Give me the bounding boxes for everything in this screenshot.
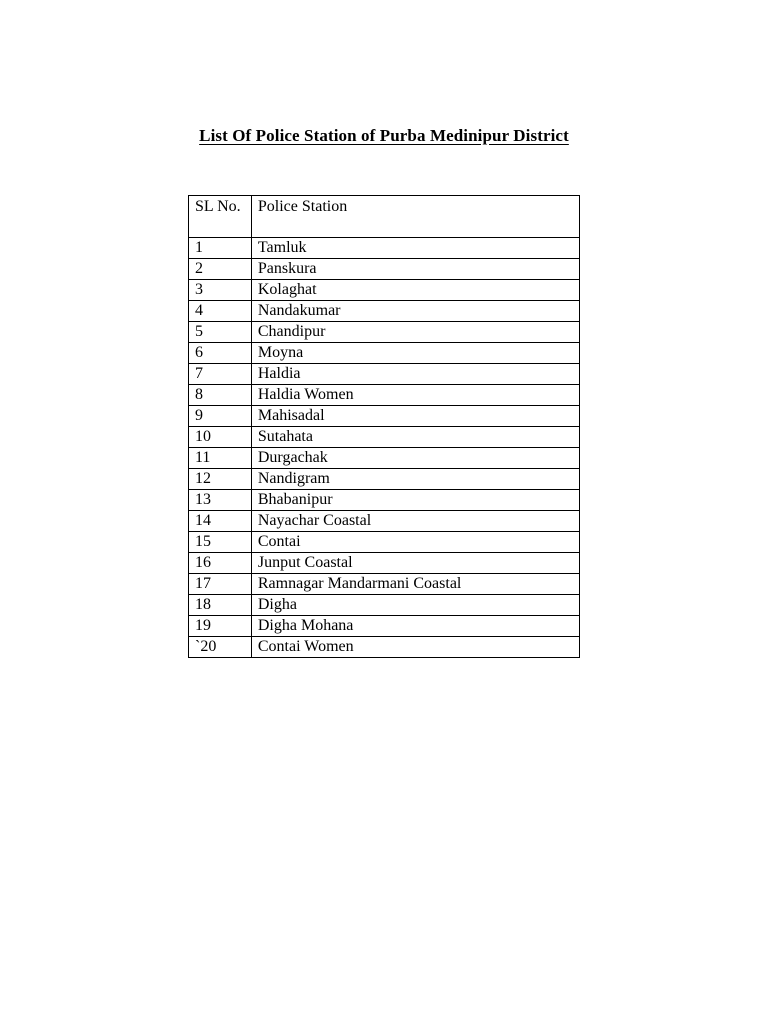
police-station-cell: Haldia Women: [251, 385, 579, 406]
police-station-cell: Kolaghat: [251, 280, 579, 301]
sl-no-cell: 9: [189, 406, 252, 427]
police-station-cell: Mahisadal: [251, 406, 579, 427]
table-row: [189, 511, 580, 532]
table-row: [189, 427, 580, 448]
police-station-cell: Durgachak: [251, 448, 579, 469]
table-row: [189, 532, 580, 553]
sl-no-cell: 5: [189, 322, 252, 343]
document-title: List Of Police Station of Purba Medinipur District: [199, 126, 569, 145]
sl-no-cell: 7: [189, 364, 252, 385]
table-row: [189, 238, 580, 259]
police-station-cell: Tamluk: [251, 238, 579, 259]
table-row: [189, 637, 580, 658]
table-row: [189, 595, 580, 616]
sl-no-cell: 11: [189, 448, 252, 469]
table-row: [189, 259, 580, 280]
table-row: [189, 280, 580, 301]
police-station-cell: Ramnagar Mandarmani Coastal: [251, 574, 579, 595]
police-station-cell: Digha: [251, 595, 579, 616]
sl-no-cell: 15: [189, 532, 252, 553]
sl-no-cell: 3: [189, 280, 252, 301]
sl-no-cell: 16: [189, 553, 252, 574]
table-row: [189, 385, 580, 406]
table-body: [189, 238, 580, 658]
sl-no-cell: `20: [189, 637, 252, 658]
table-row: [189, 490, 580, 511]
header-sl-no: SL No.: [189, 196, 252, 238]
police-station-cell: Nayachar Coastal: [251, 511, 579, 532]
police-station-cell: Moyna: [251, 343, 579, 364]
police-station-cell: Sutahata: [251, 427, 579, 448]
police-station-cell: Contai: [251, 532, 579, 553]
sl-no-cell: 10: [189, 427, 252, 448]
sl-no-cell: 4: [189, 301, 252, 322]
table-row: [189, 448, 580, 469]
header-police-station: Police Station: [251, 196, 579, 238]
sl-no-cell: 18: [189, 595, 252, 616]
table-row: [189, 469, 580, 490]
sl-no-cell: 8: [189, 385, 252, 406]
table-row: [189, 322, 580, 343]
police-station-table: [188, 195, 580, 658]
sl-no-cell: 1: [189, 238, 252, 259]
sl-no-cell: 14: [189, 511, 252, 532]
table-row: [189, 574, 580, 595]
police-station-cell: Haldia: [251, 364, 579, 385]
police-station-cell: Digha Mohana: [251, 616, 579, 637]
sl-no-cell: 13: [189, 490, 252, 511]
table-row: [189, 301, 580, 322]
sl-no-cell: 17: [189, 574, 252, 595]
sl-no-cell: 19: [189, 616, 252, 637]
table-row: [189, 553, 580, 574]
sl-no-cell: 2: [189, 259, 252, 280]
police-station-cell: Contai Women: [251, 637, 579, 658]
police-station-cell: Nandigram: [251, 469, 579, 490]
table-row: [189, 364, 580, 385]
table-header-row: [189, 196, 580, 238]
police-station-cell: Chandipur: [251, 322, 579, 343]
police-station-cell: Bhabanipur: [251, 490, 579, 511]
police-station-cell: Panskura: [251, 259, 579, 280]
police-station-cell: Junput Coastal: [251, 553, 579, 574]
police-station-cell: Nandakumar: [251, 301, 579, 322]
table-row: [189, 616, 580, 637]
table-row: [189, 406, 580, 427]
sl-no-cell: 12: [189, 469, 252, 490]
table-row: [189, 343, 580, 364]
sl-no-cell: 6: [189, 343, 252, 364]
